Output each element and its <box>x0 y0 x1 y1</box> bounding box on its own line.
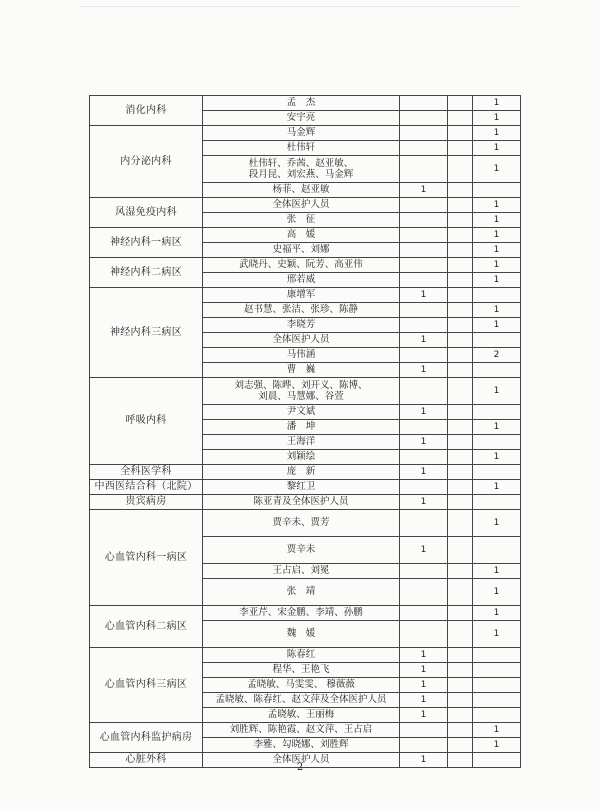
count-cell-c <box>473 363 521 378</box>
count-cell-b <box>448 333 473 348</box>
count-cell-a: 1 <box>400 693 448 708</box>
count-cell-c: 1 <box>473 450 521 465</box>
count-cell-b <box>448 273 473 288</box>
count-cell-c: 1 <box>473 303 521 318</box>
count-cell-c: 1 <box>473 510 521 537</box>
count-cell-b <box>448 480 473 495</box>
name-cell: 孟晓敏、王丽梅 <box>203 708 400 723</box>
count-cell-b <box>448 378 473 405</box>
count-cell-b <box>448 693 473 708</box>
name-cell: 庞 新 <box>203 465 400 480</box>
name-cell: 康增军 <box>203 288 400 303</box>
count-cell-b <box>448 228 473 243</box>
department-cell: 神经内科一病区 <box>90 228 203 258</box>
count-cell-a <box>400 420 448 435</box>
count-cell-b <box>448 141 473 156</box>
table-row <box>90 198 521 213</box>
name-cell: 王占启、刘冕 <box>203 564 400 579</box>
count-cell-b <box>448 465 473 480</box>
count-cell-a <box>400 141 448 156</box>
count-cell-a <box>400 480 448 495</box>
count-cell-b <box>448 288 473 303</box>
page-number: 2 <box>296 762 304 773</box>
name-cell: 李晓芳 <box>203 318 400 333</box>
count-cell-b <box>448 495 473 510</box>
name-cell: 潘 坤 <box>203 420 400 435</box>
count-cell-a <box>400 198 448 213</box>
table-row <box>90 606 521 621</box>
count-cell-b <box>448 723 473 738</box>
count-cell-c <box>473 288 521 303</box>
count-cell-a <box>400 243 448 258</box>
count-cell-c: 1 <box>473 243 521 258</box>
count-cell-c <box>473 405 521 420</box>
count-cell-b <box>448 348 473 363</box>
count-cell-a: 1 <box>400 333 448 348</box>
count-cell-c: 1 <box>473 480 521 495</box>
table-row <box>90 228 521 243</box>
name-cell: 魏 媛 <box>203 621 400 648</box>
name-cell: 史福平、刘娜 <box>203 243 400 258</box>
department-cell: 呼吸内科 <box>90 378 203 465</box>
commendation-table <box>89 95 521 768</box>
name-cell: 杜伟轩 <box>203 141 400 156</box>
department-cell: 神经内科三病区 <box>90 288 203 378</box>
department-cell: 心血管内科三病区 <box>90 648 203 723</box>
name-cell: 武晓丹、史颖、阮芳、高亚伟 <box>203 258 400 273</box>
count-cell-c: 1 <box>473 141 521 156</box>
count-cell-c <box>473 678 521 693</box>
name-cell: 曹 巍 <box>203 363 400 378</box>
count-cell-b <box>448 510 473 537</box>
name-cell: 贾辛未、贾芳 <box>203 510 400 537</box>
count-cell-a <box>400 111 448 126</box>
count-cell-b <box>448 435 473 450</box>
department-cell: 心血管内科一病区 <box>90 510 203 606</box>
table-row <box>90 378 521 405</box>
count-cell-a <box>400 156 448 183</box>
count-cell-c <box>473 465 521 480</box>
count-cell-a <box>400 723 448 738</box>
name-cell: 张 靖 <box>203 579 400 606</box>
department-cell: 心脏外科 <box>90 753 203 768</box>
table-row <box>90 723 521 738</box>
name-cell: 刘颖绘 <box>203 450 400 465</box>
count-cell-c <box>473 708 521 723</box>
name-cell: 全体医护人员 <box>203 753 400 768</box>
count-cell-c: 1 <box>473 420 521 435</box>
name-cell: 全体医护人员 <box>203 333 400 348</box>
count-cell-b <box>448 303 473 318</box>
count-cell-a <box>400 564 448 579</box>
count-cell-b <box>448 738 473 753</box>
department-cell: 全科医学科 <box>90 465 203 480</box>
name-cell: 安宇亮 <box>203 111 400 126</box>
count-cell-b <box>448 606 473 621</box>
count-cell-a <box>400 273 448 288</box>
count-cell-c: 1 <box>473 228 521 243</box>
count-cell-a: 1 <box>400 648 448 663</box>
count-cell-c <box>473 435 521 450</box>
count-cell-a: 1 <box>400 363 448 378</box>
count-cell-c: 1 <box>473 378 521 405</box>
count-cell-b <box>448 420 473 435</box>
department-cell: 贵宾病房 <box>90 495 203 510</box>
department-cell: 心血管内科监护病房 <box>90 723 203 753</box>
count-cell-b <box>448 564 473 579</box>
count-cell-c <box>473 693 521 708</box>
count-cell-a: 1 <box>400 708 448 723</box>
count-cell-a <box>400 318 448 333</box>
count-cell-b <box>448 579 473 606</box>
count-cell-a: 1 <box>400 405 448 420</box>
count-cell-c <box>473 495 521 510</box>
count-cell-b <box>448 405 473 420</box>
name-cell: 孟晓敏、马雯雯、 穆薇薇 <box>203 678 400 693</box>
name-cell: 杨菲、赵亚敏 <box>203 183 400 198</box>
table-row <box>90 480 521 495</box>
count-cell-a <box>400 621 448 648</box>
count-cell-c: 1 <box>473 723 521 738</box>
count-cell-b <box>448 318 473 333</box>
count-cell-b <box>448 243 473 258</box>
count-cell-a: 1 <box>400 678 448 693</box>
department-cell: 中西医结合科（北院） <box>90 480 203 495</box>
count-cell-c <box>473 333 521 348</box>
name-cell: 尹文斌 <box>203 405 400 420</box>
count-cell-c: 1 <box>473 96 521 111</box>
count-cell-a: 1 <box>400 753 448 768</box>
count-cell-c <box>473 537 521 564</box>
name-cell: 李亚芹、宋金鹏、李靖、孙鹏 <box>203 606 400 621</box>
count-cell-c: 1 <box>473 273 521 288</box>
count-cell-a <box>400 126 448 141</box>
name-cell: 张 征 <box>203 213 400 228</box>
department-cell: 风湿免疫内科 <box>90 198 203 228</box>
count-cell-a <box>400 228 448 243</box>
count-cell-b <box>448 708 473 723</box>
name-cell: 高 媛 <box>203 228 400 243</box>
department-cell: 心血管内科二病区 <box>90 606 203 648</box>
count-cell-a <box>400 213 448 228</box>
table-body <box>90 96 521 768</box>
name-cell: 马金辉 <box>203 126 400 141</box>
count-cell-a <box>400 378 448 405</box>
count-cell-c <box>473 663 521 678</box>
count-cell-b <box>448 678 473 693</box>
name-cell: 全体医护人员 <box>203 198 400 213</box>
count-cell-c: 1 <box>473 111 521 126</box>
table-row <box>90 465 521 480</box>
count-cell-b <box>448 450 473 465</box>
count-cell-c: 1 <box>473 213 521 228</box>
table-row <box>90 495 521 510</box>
name-cell: 陈亚青及全体医护人员 <box>203 495 400 510</box>
count-cell-a: 1 <box>400 663 448 678</box>
count-cell-c: 1 <box>473 564 521 579</box>
count-cell-a <box>400 450 448 465</box>
name-cell: 刘志强、陈晔、刘开义、陈博、 刘晨、马慧娜、谷萱 <box>203 378 400 405</box>
name-cell: 贾辛未 <box>203 537 400 564</box>
name-cell: 马伟涵 <box>203 348 400 363</box>
count-cell-b <box>448 648 473 663</box>
name-cell: 程华、王艳飞 <box>203 663 400 678</box>
count-cell-b <box>448 126 473 141</box>
table-row <box>90 96 521 111</box>
count-cell-a: 1 <box>400 495 448 510</box>
count-cell-b <box>448 363 473 378</box>
count-cell-c <box>473 183 521 198</box>
count-cell-c: 1 <box>473 126 521 141</box>
count-cell-a <box>400 579 448 606</box>
count-cell-a <box>400 348 448 363</box>
name-cell: 王海洋 <box>203 435 400 450</box>
count-cell-c: 1 <box>473 621 521 648</box>
count-cell-a <box>400 606 448 621</box>
count-cell-a <box>400 738 448 753</box>
count-cell-c: 1 <box>473 318 521 333</box>
count-cell-a <box>400 258 448 273</box>
count-cell-b <box>448 198 473 213</box>
count-cell-c: 1 <box>473 156 521 183</box>
name-cell: 邢若威 <box>203 273 400 288</box>
count-cell-a: 1 <box>400 435 448 450</box>
table-row <box>90 258 521 273</box>
count-cell-b <box>448 258 473 273</box>
count-cell-a <box>400 303 448 318</box>
count-cell-a: 1 <box>400 183 448 198</box>
name-cell: 孟晓敏、陈春红、赵文萍及全体医护人员 <box>203 693 400 708</box>
table-row <box>90 126 521 141</box>
count-cell-b <box>448 213 473 228</box>
count-cell-b <box>448 96 473 111</box>
count-cell-c: 1 <box>473 198 521 213</box>
name-cell: 孟 杰 <box>203 96 400 111</box>
name-cell: 赵书慧、张洁、张珍、陈静 <box>203 303 400 318</box>
count-cell-c: 1 <box>473 258 521 273</box>
count-cell-c: 1 <box>473 606 521 621</box>
count-cell-a: 1 <box>400 288 448 303</box>
name-cell: 黎红卫 <box>203 480 400 495</box>
count-cell-c: 2 <box>473 348 521 363</box>
page-top-rule <box>80 6 520 7</box>
table-row <box>90 288 521 303</box>
count-cell-b <box>448 183 473 198</box>
count-cell-b <box>448 621 473 648</box>
table-row <box>90 510 521 537</box>
name-cell: 刘胜辉、陈艳霞、赵文萍、王占启 <box>203 723 400 738</box>
name-cell: 陈春红 <box>203 648 400 663</box>
table-row <box>90 648 521 663</box>
department-cell: 神经内科二病区 <box>90 258 203 288</box>
name-cell: 杜伟轩、乔茜、赵亚敏、 段月昆、刘宏燕、马金辉 <box>203 156 400 183</box>
count-cell-b <box>448 156 473 183</box>
department-cell: 内分泌内科 <box>90 126 203 198</box>
count-cell-a: 1 <box>400 465 448 480</box>
count-cell-c <box>473 648 521 663</box>
count-cell-c: 1 <box>473 579 521 606</box>
count-cell-a <box>400 96 448 111</box>
count-cell-b <box>448 537 473 564</box>
department-cell: 消化内科 <box>90 96 203 126</box>
count-cell-a <box>400 510 448 537</box>
count-cell-b <box>448 663 473 678</box>
count-cell-c: 1 <box>473 738 521 753</box>
count-cell-a: 1 <box>400 537 448 564</box>
count-cell-b <box>448 111 473 126</box>
name-cell: 李雅、勾晓娜、刘胜辉 <box>203 738 400 753</box>
